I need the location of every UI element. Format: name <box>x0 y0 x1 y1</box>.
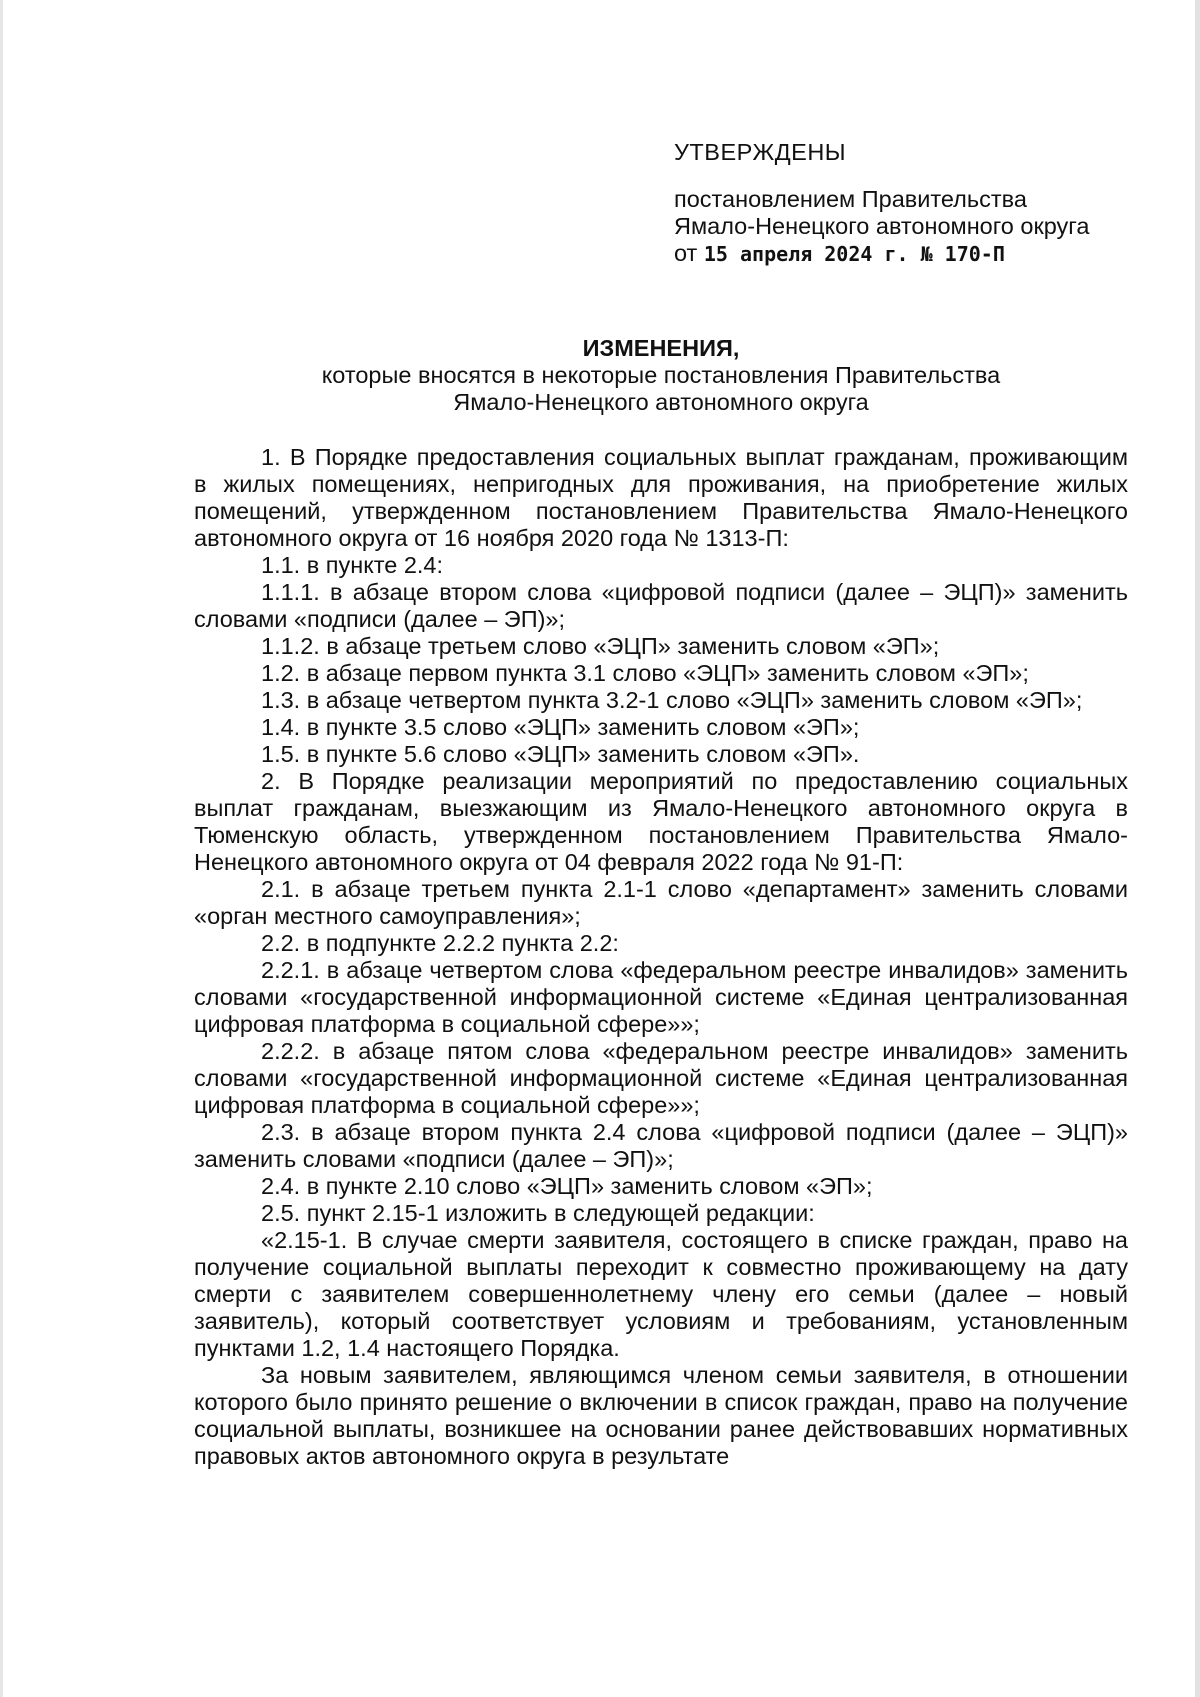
date-prefix: от <box>674 240 704 266</box>
paragraph-new-applicant: За новым заявителем, являющимся членом семьи заявителя, в отношении которого было принято решение о включении в список граждан, право на получение социальной выплаты, возникшее на основании ранее действовавших нормативных правовых актов автономного округа в результате <box>194 1362 1128 1469</box>
decree-date-number: 15 апреля 2024 г. № 170-П <box>703 242 1005 266</box>
page-right-edge <box>1195 0 1200 1697</box>
decree-date-line <box>674 240 1154 268</box>
paragraph-2: 2. В Порядке реализации мероприятий по предоставлению социальных выплат гражданам, выезжающим из Ямало-Ненецкого автономного округа в Тюменскую область, утвержденном постановлением Правительства Ямало-Ненецкого автономного округа от 04 февраля 2022 года № 91-П: <box>194 768 1128 875</box>
document-subtitle-line-2: Ямало-Ненецкого автономного округа <box>453 389 869 415</box>
paragraph-1-1-1: 1.1.1. в абзаце втором слова «цифровой подписи (далее – ЭЦП)» заменить словами «подписи (далее – ЭП)»; <box>194 579 1128 632</box>
paragraph-2-2: 2.2. в подпункте 2.2.2 пункта 2.2: <box>261 930 619 956</box>
document-body <box>194 444 1128 1470</box>
decree-line-1: постановлением Правительства <box>674 186 1027 212</box>
paragraph-2-15-1: «2.15-1. В случае смерти заявителя, состоящего в списке граждан, право на получение социальной выплаты переходит к совместно проживающему на дату смерти с заявителем совершеннолетнему члену его семьи (далее – новый заявитель), который соответствует условиям и требованиям, установленным пунктами 1.2, 1.4 настоящего Порядка. <box>194 1227 1128 1361</box>
paragraph-1-4: 1.4. в пункте 3.5 слово «ЭЦП» заменить словом «ЭП»; <box>261 714 860 740</box>
paragraph-2-1: 2.1. в абзаце третьем пункта 2.1-1 слово «департамент» заменить словами «орган местного самоуправления»; <box>194 876 1128 929</box>
paragraph-2-2-2: 2.2.2. в абзаце пятом слова «федеральном реестре инвалидов» заменить словами «государственной информационной системе «Единая централизованная цифровая платформа в социальной сфере»»; <box>194 1038 1128 1118</box>
paragraph-2-4: 2.4. в пункте 2.10 слово «ЭЦП» заменить словом «ЭП»; <box>261 1173 873 1199</box>
decree-line-2: Ямало-Ненецкого автономного округа <box>674 213 1090 239</box>
paragraph-1-1: 1.1. в пункте 2.4: <box>261 552 444 578</box>
paragraph-1-3: 1.3. в абзаце четвертом пункта 3.2-1 слово «ЭЦП» заменить словом «ЭП»; <box>261 687 1083 713</box>
document-subtitle-line-1: которые вносятся в некоторые постановления Правительства <box>321 362 1001 388</box>
paragraph-2-3: 2.3. в абзаце втором пункта 2.4 слова «цифровой подписи (далее – ЭЦП)» заменить словами «подписи (далее – ЭП)»; <box>194 1119 1128 1172</box>
page-left-edge <box>0 0 3 1697</box>
paragraph-1: 1. В Порядке предоставления социальных выплат гражданам, проживающим в жилых помещениях, непригодных для проживания, на приобретение жилых помещений, утвержденном постановлением Правительства Ямало-Ненецкого автономного округа от 16 ноября 2020 года № 1313-П: <box>194 444 1128 551</box>
document-title-block <box>194 335 1128 416</box>
paragraph-1-2: 1.2. в абзаце первом пункта 3.1 слово «ЭЦП» заменить словом «ЭП»; <box>261 660 1029 686</box>
paragraph-2-2-1: 2.2.1. в абзаце четвертом слова «федеральном реестре инвалидов» заменить словами «государственной информационной системе «Единая централизованная цифровая платформа в социальной сфере»»; <box>194 957 1128 1037</box>
paragraph-1-1-2: 1.1.2. в абзаце третьем слово «ЭЦП» заменить словом «ЭП»; <box>261 633 940 659</box>
approved-label: УТВЕРЖДЕНЫ <box>674 139 847 165</box>
approval-block <box>674 139 1154 268</box>
document-title: ИЗМЕНЕНИЯ, <box>582 335 740 361</box>
paragraph-2-5: 2.5. пункт 2.15-1 изложить в следующей редакции: <box>261 1200 815 1226</box>
paragraph-1-5: 1.5. в пункте 5.6 слово «ЭЦП» заменить словом «ЭП». <box>261 741 860 767</box>
